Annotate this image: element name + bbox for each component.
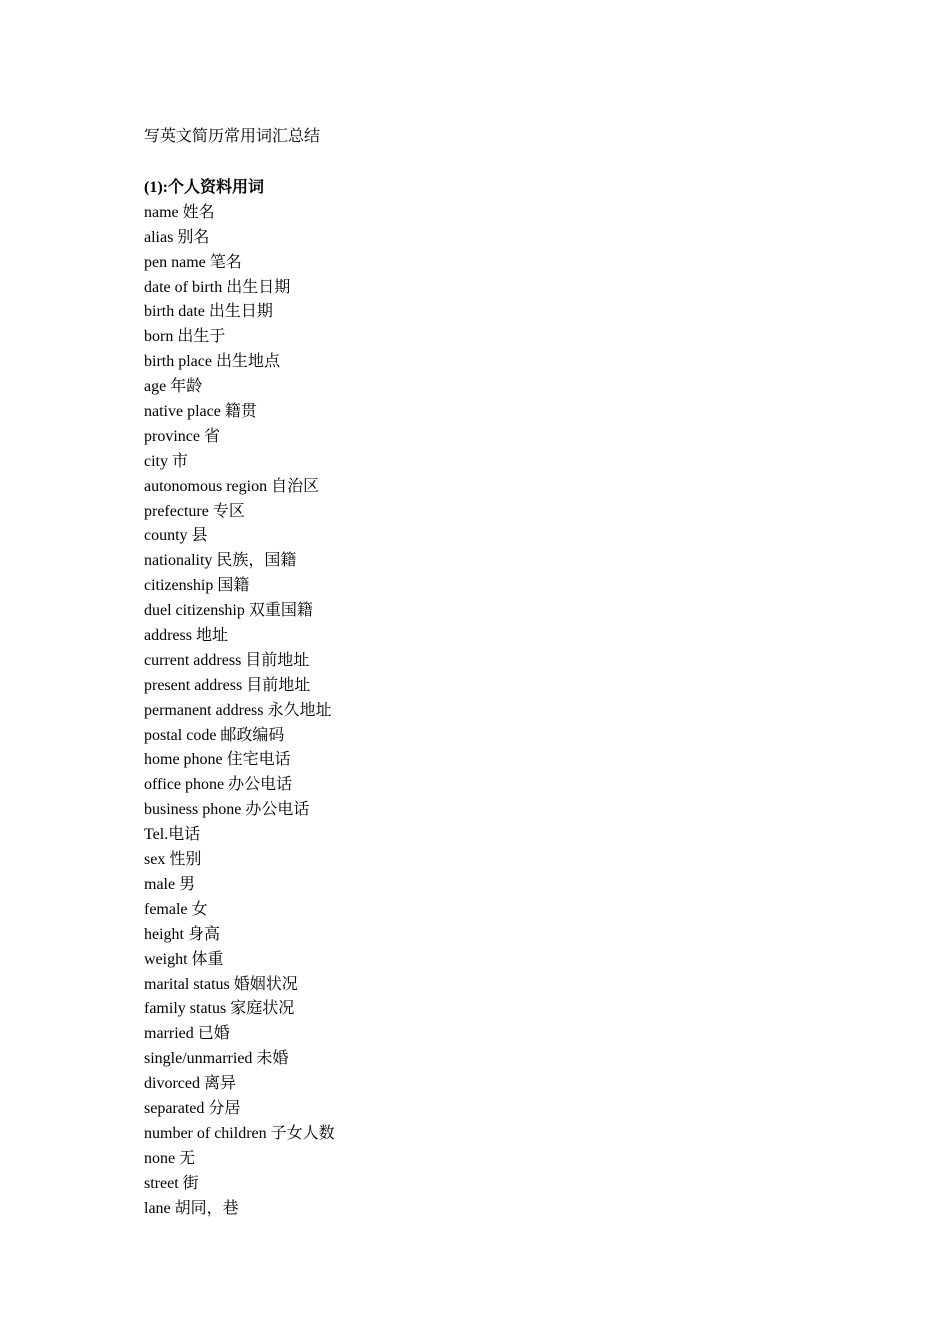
- vocabulary-item: home phone 住宅电话: [144, 751, 291, 769]
- vocabulary-item: sex 性别: [144, 851, 202, 869]
- vocabulary-item: height 身高: [144, 925, 220, 943]
- vocabulary-item: alias 别名: [144, 228, 210, 246]
- vocabulary-item: current address 目前地址: [144, 651, 310, 669]
- vocabulary-item: none 无: [144, 1149, 196, 1167]
- vocabulary-item: business phone 办公电话: [144, 801, 310, 819]
- vocabulary-item: city 市: [144, 452, 188, 470]
- vocabulary-item: postal code 邮政编码: [144, 726, 285, 744]
- vocabulary-list: [144, 201, 335, 1222]
- vocabulary-item: divorced 离异: [144, 1075, 236, 1093]
- vocabulary-item: present address 目前地址: [144, 676, 311, 694]
- vocabulary-item: female 女: [144, 900, 208, 918]
- vocabulary-item: citizenship 国籍: [144, 577, 250, 595]
- vocabulary-item: age 年龄: [144, 378, 203, 396]
- vocabulary-item: prefecture 专区: [144, 502, 245, 520]
- vocabulary-item: pen name 笔名: [144, 253, 242, 271]
- vocabulary-item: number of children 子女人数: [144, 1124, 335, 1142]
- section-heading: (1):个人资料用词: [144, 179, 264, 196]
- vocabulary-item: marital status 婚姻状况: [144, 975, 298, 993]
- vocabulary-item: address 地址: [144, 627, 228, 645]
- vocabulary-item: weight 体重: [144, 950, 224, 968]
- vocabulary-item: born 出生于: [144, 328, 226, 346]
- vocabulary-item: county 县: [144, 527, 208, 545]
- vocabulary-item: office phone 办公电话: [144, 776, 293, 794]
- vocabulary-item: nationality 民族，国籍: [144, 552, 297, 570]
- vocabulary-item: province 省: [144, 427, 220, 445]
- vocabulary-item: birth place 出生地点: [144, 353, 280, 371]
- vocabulary-item: name 姓名: [144, 203, 215, 221]
- vocabulary-item: single/unmarried 未婚: [144, 1050, 289, 1068]
- vocabulary-item: Tel.电话: [144, 826, 201, 844]
- vocabulary-item: street 街: [144, 1174, 199, 1192]
- vocabulary-item: married 已婚: [144, 1025, 230, 1043]
- vocabulary-item: autonomous region 自治区: [144, 477, 320, 495]
- vocabulary-item: separated 分居: [144, 1099, 241, 1117]
- personal-info-section: [144, 176, 335, 1221]
- vocabulary-item: birth date 出生日期: [144, 303, 273, 321]
- vocabulary-item: native place 籍贯: [144, 403, 257, 421]
- vocabulary-item: date of birth 出生日期: [144, 278, 291, 296]
- vocabulary-item: male 男: [144, 875, 196, 893]
- vocabulary-item: lane 胡同，巷: [144, 1199, 239, 1217]
- vocabulary-item: duel citizenship 双重国籍: [144, 602, 313, 620]
- vocabulary-item: permanent address 永久地址: [144, 701, 332, 719]
- vocabulary-item: family status 家庭状况: [144, 1000, 295, 1018]
- document-title: 写英文简历常用词汇总结: [144, 128, 321, 145]
